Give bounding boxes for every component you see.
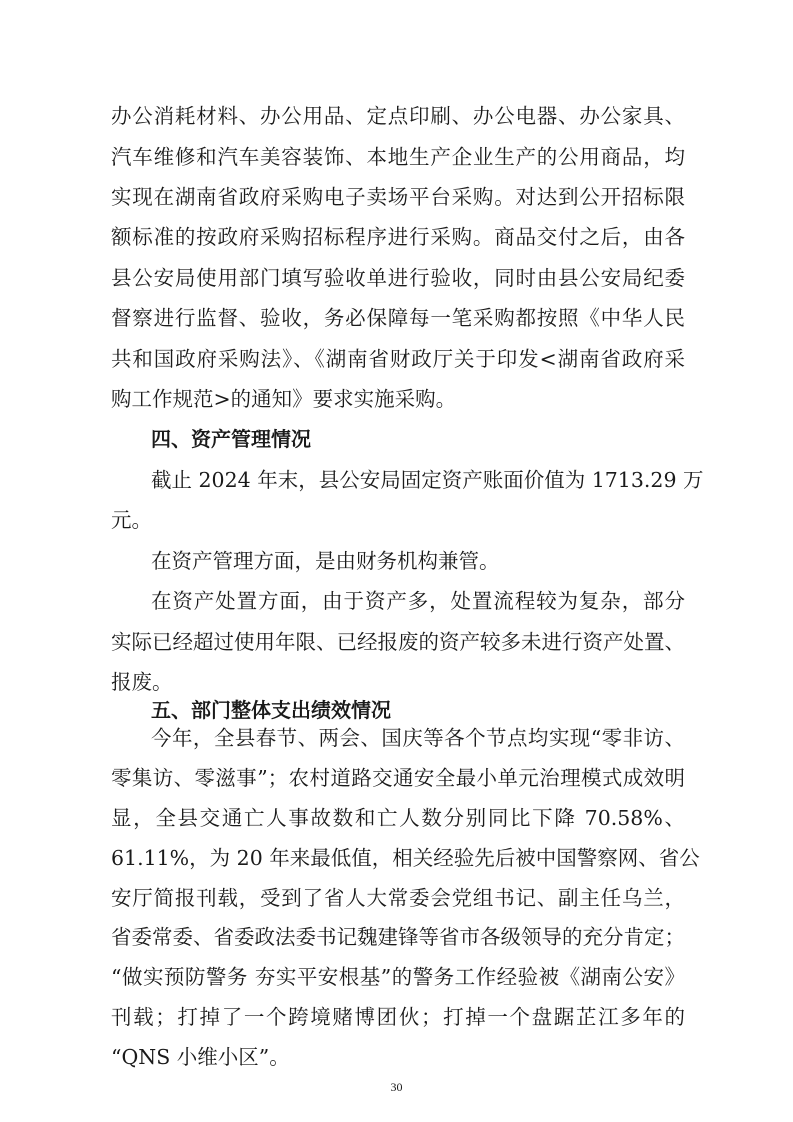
paragraph-line: 安厅简报刊载，受到了省人大常委会党组书记、副主任乌兰，	[111, 886, 685, 910]
paragraph-line: 截止 2024 年末，县公安局固定资产账面价值为 1713.29 万	[151, 468, 704, 492]
section-heading: 五、部门整体支出绩效情况	[151, 698, 391, 722]
paragraph-line: “做实预防警务 夯实平安根基”的警务工作经验被《湖南公安》	[111, 965, 685, 989]
paragraph-line: 报废。	[111, 670, 173, 694]
paragraph-line: 61.11%，为 20 年来最低值，相关经验先后被中国警察网、省公	[111, 846, 700, 870]
paragraph-line: 购工作规范>的通知》要求实施采购。	[111, 387, 457, 411]
paragraph-line: 今年，全县春节、两会、国庆等各个节点均实现“零非访、	[151, 726, 685, 750]
paragraph-line: “QNS 小维小区”。	[111, 1045, 290, 1069]
paragraph-line: 零集访、零滋事”；农村道路交通安全最小单元治理模式成效明	[111, 766, 685, 790]
paragraph-line: 实际已经超过使用年限、已经报废的资产较多未进行资产处置、	[111, 630, 685, 654]
paragraph-line: 在资产处置方面，由于资产多，处置流程较为复杂，部分	[151, 589, 685, 613]
section-heading: 四、资产管理情况	[151, 427, 311, 451]
paragraph-line: 省委常委、省委政法委书记魏建锋等省市各级领导的充分肯定；	[111, 925, 685, 949]
paragraph-line: 刊载；打掉了一个跨境赌博团伙；打掉一个盘踞芷江多年的	[111, 1005, 685, 1029]
paragraph-line: 办公消耗材料、办公用品、定点印刷、办公电器、办公家具、	[111, 104, 685, 128]
paragraph-line: 县公安局使用部门填写验收单进行验收，同时由县公安局纪委	[111, 266, 685, 290]
paragraph-line: 额标准的按政府采购招标程序进行采购。商品交付之后，由各	[111, 225, 685, 249]
paragraph-line: 实现在湖南省政府采购电子卖场平台采购。对达到公开招标限	[111, 185, 685, 209]
paragraph-line: 元。	[111, 508, 152, 532]
paragraph-line: 显，全县交通亡人事故数和亡人数分别同比下降 70.58%、	[111, 806, 685, 830]
paragraph-line: 督察进行监督、验收，务必保障每一笔采购都按照《中华人民	[111, 306, 685, 330]
paragraph-line: 在资产管理方面，是由财务机构兼管。	[151, 549, 500, 573]
paragraph-line: 共和国政府采购法》、《湖南省财政厅关于印发<湖南省政府采	[111, 347, 685, 371]
paragraph-line: 汽车维修和汽车美容装饰、本地生产企业生产的公用商品，均	[111, 145, 685, 169]
page-number: 30	[390, 1080, 403, 1094]
